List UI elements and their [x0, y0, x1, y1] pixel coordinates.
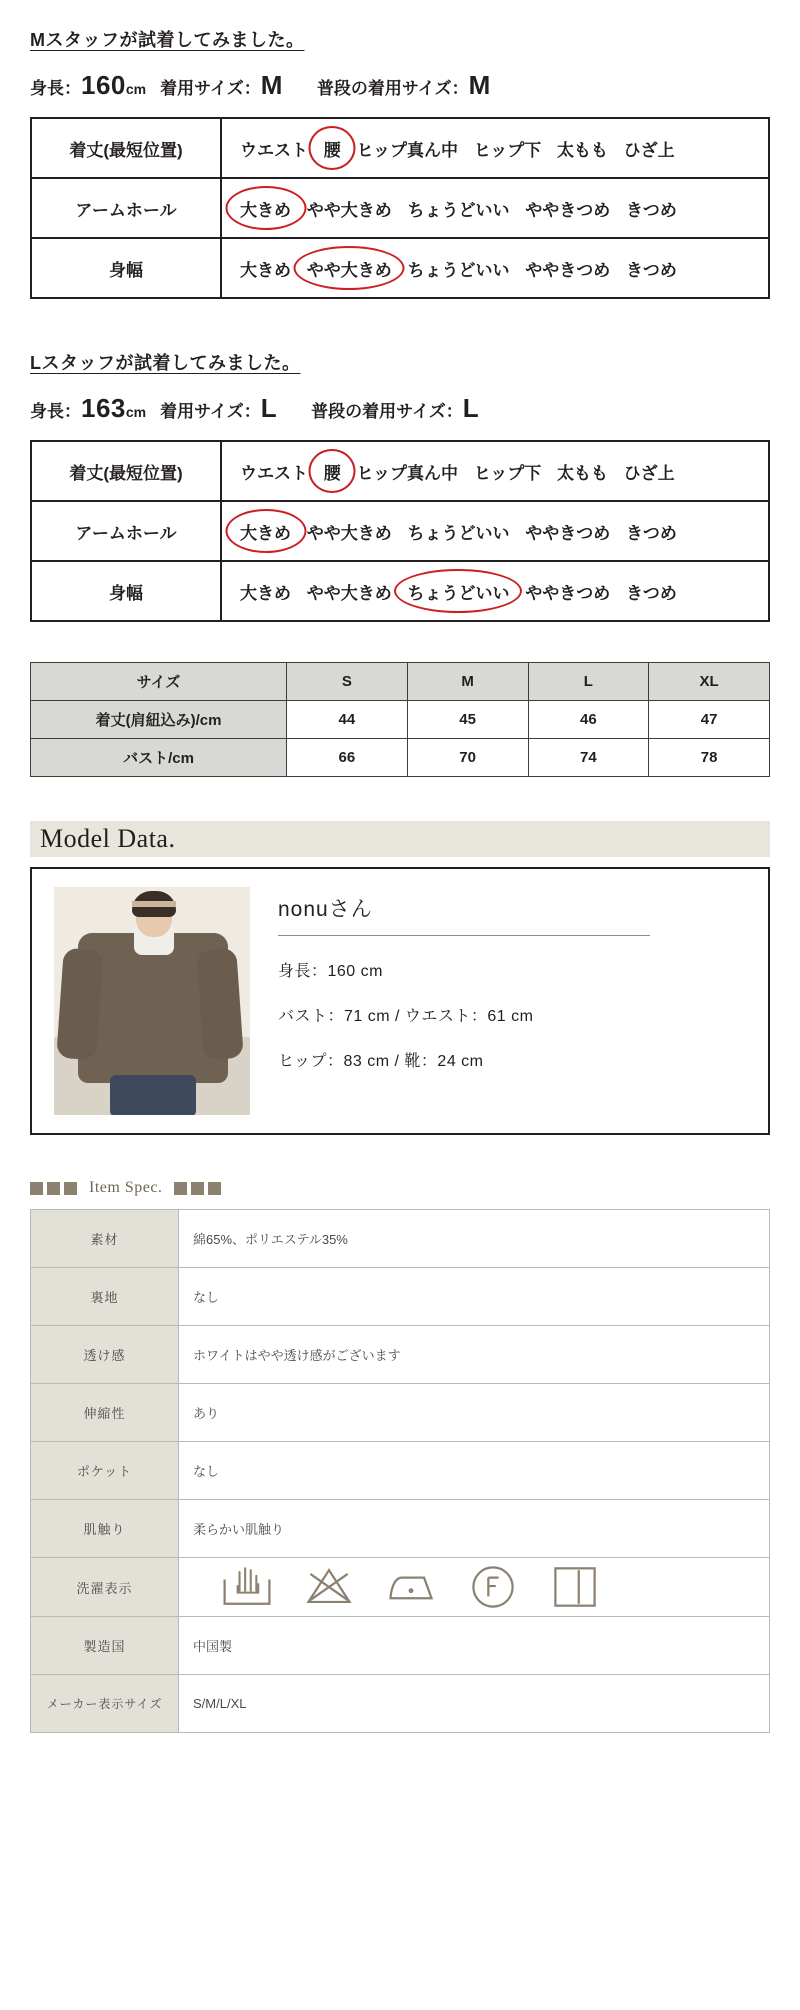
- staff-fitting-block-l: [0, 323, 800, 622]
- fit-option[interactable]: ヒップ真ん中: [356, 463, 458, 483]
- table-row: [31, 1384, 770, 1442]
- fit-row-options: [221, 561, 769, 621]
- table-row: [31, 1558, 770, 1617]
- fit-option[interactable]: 太もも: [556, 463, 608, 483]
- size-chart-header-cell: S: [287, 663, 408, 701]
- worn-size-label: 着用サイズ：: [160, 79, 261, 98]
- hand-wash-icon: [219, 1559, 275, 1615]
- model-hip-shoe: ヒップ：83 cm / 靴：24 cm: [278, 1053, 484, 1070]
- fit-option-selected[interactable]: 大きめ: [240, 196, 291, 221]
- no-bleach-icon: [301, 1559, 357, 1615]
- fit-option[interactable]: ヒップ真ん中: [356, 140, 458, 160]
- dryclean-f-icon: [465, 1559, 521, 1615]
- fit-option[interactable]: きつめ: [625, 200, 677, 220]
- fit-row-label: 着丈(最短位置): [31, 118, 221, 178]
- spec-value: なし: [179, 1442, 770, 1500]
- spec-key: 素材: [31, 1210, 179, 1268]
- fit-row-options: [221, 178, 769, 238]
- spec-key: ポケット: [31, 1442, 179, 1500]
- fit-option-selected[interactable]: 腰: [324, 459, 341, 484]
- model-data-card: [30, 867, 770, 1135]
- table-row: [31, 238, 769, 298]
- staff-fitting-meta: [0, 70, 800, 101]
- model-info: [278, 887, 650, 1115]
- fit-row-label: アームホール: [31, 501, 221, 561]
- size-chart-cell: 66: [287, 739, 408, 777]
- square-marker-left-icon: [30, 1182, 77, 1195]
- size-chart-row-label: バスト/cm: [31, 739, 287, 777]
- square-marker-right-icon: [174, 1182, 221, 1195]
- fit-option-selected[interactable]: 腰: [324, 136, 341, 161]
- height-value: 163: [81, 393, 126, 423]
- table-row: [31, 118, 769, 178]
- staff-fitting-title: Mスタッフが試着してみました。: [30, 30, 305, 50]
- fit-option-selected[interactable]: 大きめ: [240, 519, 291, 544]
- table-row: [31, 1442, 770, 1500]
- fit-option[interactable]: ひざ上: [623, 463, 675, 483]
- item-spec-heading: Item Spec.: [89, 1179, 163, 1196]
- spec-key: 透け感: [31, 1326, 179, 1384]
- fit-table-l: [30, 440, 770, 622]
- size-chart-header-cell: M: [407, 663, 528, 701]
- fit-row-label: 身幅: [31, 561, 221, 621]
- iron-low-icon: [383, 1559, 439, 1615]
- staff-fitting-title: Lスタッフが試着してみました。: [30, 353, 301, 373]
- fit-row-options: [221, 441, 769, 501]
- table-row: [31, 1268, 770, 1326]
- fit-option[interactable]: ややきつめ: [525, 583, 611, 603]
- model-data-heading-band: [30, 821, 770, 857]
- fit-option[interactable]: ヒップ下: [473, 140, 542, 160]
- table-row: [31, 1617, 770, 1675]
- table-row: [31, 441, 769, 501]
- model-height: 身長：160 cm: [278, 963, 383, 980]
- model-data-heading: Model Data.: [40, 824, 176, 853]
- spec-value: あり: [179, 1384, 770, 1442]
- spec-value: S/M/L/XL: [179, 1675, 770, 1733]
- spec-key: 洗濯表示: [31, 1558, 179, 1617]
- height-unit: cm: [125, 404, 147, 420]
- fit-row-label: アームホール: [31, 178, 221, 238]
- table-row: [31, 1210, 770, 1268]
- fit-option[interactable]: ちょうどいい: [407, 523, 510, 543]
- fit-option[interactable]: ややきつめ: [525, 200, 611, 220]
- height-value: 160: [81, 70, 126, 100]
- usual-size-value: L: [462, 393, 480, 423]
- fit-option[interactable]: ウエスト: [240, 463, 308, 483]
- usual-size-label: 普段の着用サイズ：: [316, 79, 469, 98]
- usual-size-value: M: [468, 70, 491, 100]
- fit-row-options: [221, 118, 769, 178]
- fit-option[interactable]: きつめ: [625, 523, 677, 543]
- fit-row-label: 着丈(最短位置): [31, 441, 221, 501]
- spec-value: 柔らかい肌触り: [179, 1500, 770, 1558]
- fit-option[interactable]: 太もも: [556, 140, 608, 160]
- fit-option[interactable]: やや大きめ: [306, 523, 392, 543]
- size-chart-cell: 70: [407, 739, 528, 777]
- fit-option[interactable]: ややきつめ: [525, 260, 611, 280]
- table-row: [31, 701, 770, 739]
- staff-fitting-meta: [0, 393, 800, 424]
- fit-option[interactable]: 大きめ: [240, 260, 291, 280]
- model-bust-waist: バスト：71 cm / ウエスト：61 cm: [278, 1008, 534, 1025]
- table-row: [31, 1326, 770, 1384]
- usual-size-label: 普段の着用サイズ：: [311, 402, 463, 421]
- fit-option-selected[interactable]: ちょうどいい: [407, 579, 509, 604]
- size-chart-cell: 74: [528, 739, 649, 777]
- fit-option[interactable]: ウエスト: [240, 140, 308, 160]
- fit-option[interactable]: 大きめ: [240, 583, 291, 603]
- staff-fitting-block-m: [0, 0, 800, 299]
- size-chart-cell: 47: [649, 701, 770, 739]
- fit-option[interactable]: ちょうどいい: [407, 260, 510, 280]
- spec-value: なし: [179, 1268, 770, 1326]
- spec-key: 伸縮性: [31, 1384, 179, 1442]
- spec-value: 綿65%、ポリエステル35%: [179, 1210, 770, 1268]
- table-row: [31, 561, 769, 621]
- fit-option[interactable]: ひざ上: [623, 140, 675, 160]
- size-chart-row-label: 着丈(肩紐込み)/cm: [31, 701, 287, 739]
- size-chart-cell: 78: [649, 739, 770, 777]
- table-row: [31, 1675, 770, 1733]
- spec-key: 肌触り: [31, 1500, 179, 1558]
- size-chart-cell: 44: [287, 701, 408, 739]
- drip-dry-icon: [547, 1559, 603, 1615]
- fit-option[interactable]: きつめ: [625, 260, 677, 280]
- spec-key: 製造国: [31, 1617, 179, 1675]
- size-chart-cell: 45: [407, 701, 528, 739]
- size-chart-cell: 46: [528, 701, 649, 739]
- worn-size-value: M: [260, 70, 283, 100]
- size-chart-header-cell: XL: [649, 663, 770, 701]
- spec-value: 中国製: [179, 1617, 770, 1675]
- height-label: 身長：: [30, 79, 81, 98]
- fit-option[interactable]: ヒップ下: [473, 463, 542, 483]
- fit-option-selected[interactable]: やや大きめ: [307, 256, 392, 281]
- fit-row-options: [221, 238, 769, 298]
- spec-key: 裏地: [31, 1268, 179, 1326]
- spec-value-wash-symbols: [179, 1558, 770, 1617]
- table-row: [31, 739, 770, 777]
- fit-option[interactable]: ちょうどいい: [407, 200, 510, 220]
- model-name: nonuさん: [278, 893, 650, 936]
- table-row: [31, 501, 769, 561]
- fit-row-options: [221, 501, 769, 561]
- fit-row-label: 身幅: [31, 238, 221, 298]
- fit-table-m: [30, 117, 770, 299]
- item-spec-heading-row: [30, 1179, 800, 1197]
- fit-option[interactable]: やや大きめ: [306, 200, 392, 220]
- table-row: [31, 1500, 770, 1558]
- spec-key: メーカー表示サイズ: [31, 1675, 179, 1733]
- fit-option[interactable]: ややきつめ: [525, 523, 611, 543]
- size-chart-header-cell: サイズ: [31, 663, 287, 701]
- table-header-row: [31, 663, 770, 701]
- worn-size-value: L: [260, 393, 278, 423]
- item-spec-table: [30, 1209, 770, 1733]
- height-unit: cm: [125, 81, 147, 97]
- model-photo: [54, 887, 250, 1115]
- size-chart-table: [30, 662, 770, 777]
- worn-size-label: 着用サイズ：: [160, 402, 261, 421]
- height-label: 身長：: [30, 402, 81, 421]
- fit-option[interactable]: きつめ: [625, 583, 677, 603]
- table-row: [31, 178, 769, 238]
- spec-value: ホワイトはやや透け感がございます: [179, 1326, 770, 1384]
- fit-option[interactable]: やや大きめ: [306, 583, 392, 603]
- size-chart-header-cell: L: [528, 663, 649, 701]
